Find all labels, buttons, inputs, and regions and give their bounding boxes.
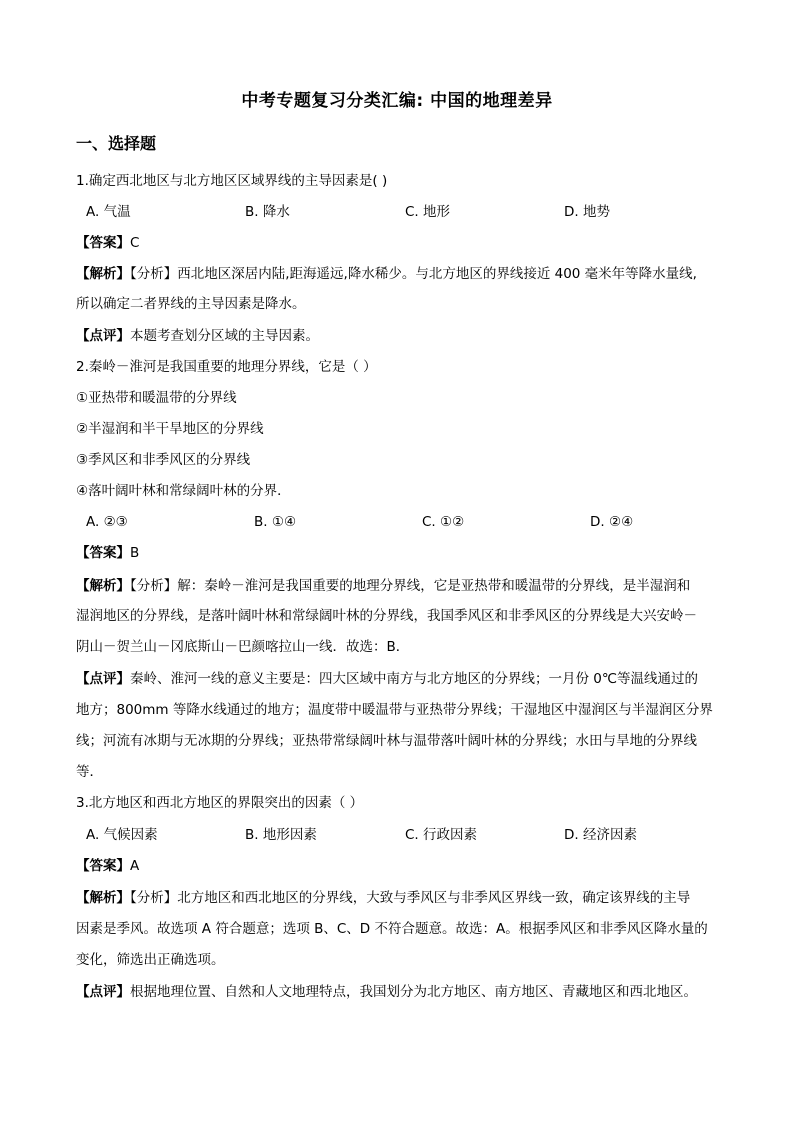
- analysis-text: 【分析】解：秦岭－淮河是我国重要的地理分界线，它是亚热带和暖温带的分界线，是半湿润和: [130, 578, 691, 594]
- question-3-analysis-line-1: [76, 888, 726, 908]
- analysis-label: 【解析】: [76, 266, 130, 282]
- question-1-option-c: C. 地形: [405, 204, 451, 220]
- question-3-options: [86, 825, 726, 845]
- question-2-option-d: D. ②④: [590, 514, 634, 530]
- question-1-answer: [76, 233, 726, 253]
- question-1-stem: 1.确定西北地区与北方地区区域界线的主导因素是( ): [76, 173, 388, 189]
- answer-value: C: [130, 235, 140, 251]
- question-1-option-d: D. 地势: [564, 204, 610, 220]
- comment-label: 【点评】: [76, 671, 130, 687]
- question-2-item-3: ③季风区和非季风区的分界线: [76, 452, 251, 468]
- question-1-option-b: B. 降水: [245, 204, 290, 220]
- question-3-comment: [76, 982, 726, 1002]
- question-2-item-4: ④落叶阔叶林和常绿阔叶林的分界．: [76, 483, 291, 499]
- question-1-analysis-line-2: 所以确定二者界线的主导因素是降水。: [76, 296, 306, 312]
- question-1-analysis-line-1: [76, 264, 726, 284]
- question-1-option-a: A. 气温: [86, 204, 131, 220]
- question-3-stem: 3.北方地区和西北方地区的界限突出的因素（ ）: [76, 795, 364, 811]
- question-2-stem: 2.秦岭－淮河是我国重要的地理分界线，它是（ ）: [76, 359, 377, 375]
- question-3-answer: [76, 856, 726, 876]
- analysis-label: 【解析】: [76, 890, 130, 906]
- answer-label: 【答案】: [76, 545, 130, 561]
- question-2-comment-line-4: 等．: [76, 764, 103, 780]
- question-2-options: [86, 512, 726, 532]
- question-2-item-1: ①亚热带和暖温带的分界线: [76, 390, 237, 406]
- analysis-text: 【分析】西北地区深居内陆,距海遥远,降水稀少。与北方地区的界线接近 400 毫米年等降水量线,: [130, 266, 697, 282]
- question-2-analysis-line-3: 阴山－贺兰山－冈底斯山－巴颜喀拉山一线．故选：B．: [76, 639, 410, 655]
- analysis-label: 【解析】: [76, 578, 130, 594]
- comment-text: 根据地理位置、自然和人文地理特点，我国划分为北方地区、南方地区、青藏地区和西北地区。: [130, 984, 697, 1000]
- question-2-item-2: ②半湿润和半干旱地区的分界线: [76, 421, 264, 437]
- comment-label: 【点评】: [76, 328, 130, 344]
- question-3-option-a: A. 气候因素: [86, 827, 158, 843]
- comment-text: 本题考查划分区域的主导因素。: [130, 328, 319, 344]
- comment-text: 秦岭、淮河一线的意义主要是：四大区域中南方与北方地区的分界线；一月份 0℃等温线通过的: [130, 671, 699, 687]
- question-2-answer: [76, 543, 726, 563]
- question-2-analysis-line-1: [76, 576, 726, 596]
- comment-label: 【点评】: [76, 984, 130, 1000]
- question-3-option-d: D. 经济因素: [564, 827, 637, 843]
- answer-label: 【答案】: [76, 858, 130, 874]
- question-2-option-c: C. ①②: [422, 514, 465, 530]
- question-3-option-b: B. 地形因素: [245, 827, 317, 843]
- question-2-option-b: B. ①④: [254, 514, 297, 530]
- analysis-text: 【分析】北方地区和西北地区的分界线，大致与季风区与非季风区界线一致，确定该界线的主导: [130, 890, 691, 906]
- question-2-comment-line-1: [76, 669, 726, 689]
- question-1-options: [86, 202, 726, 222]
- answer-value: A: [130, 858, 140, 874]
- question-2-comment-line-3: 线；河流有冰期与无冰期的分界线；亚热带常绿阔叶林与温带落叶阔叶林的分界线；水田与旱地的分界线: [76, 733, 697, 749]
- question-3-analysis-line-3: 变化，筛选出正确选项。: [76, 952, 225, 968]
- answer-label: 【答案】: [76, 235, 130, 251]
- answer-value: B: [130, 545, 140, 561]
- section-heading: 一、选择题: [76, 134, 157, 153]
- question-3-analysis-line-2: 因素是季风。故选项 A 符合题意；选项 B、C、D 不符合题意。故选：A。根据季风区和非季风区降水量的: [76, 921, 708, 937]
- question-2-option-a: A. ②③: [86, 514, 128, 530]
- question-2-analysis-line-2: 湿润地区的分界线，是落叶阔叶林和常绿阔叶林的分界线，我国季风区和非季风区的分界线是大兴安岭－: [76, 608, 697, 624]
- question-2-comment-line-2: 地方；800mm 等降水线通过的地方；温度带中暖温带与亚热带分界线；干湿地区中湿润区与半湿润区分界: [76, 702, 713, 718]
- question-1-comment: [76, 326, 726, 346]
- question-3-option-c: C. 行政因素: [405, 827, 478, 843]
- document-title: 中考专题复习分类汇编: 中国的地理差异: [241, 91, 553, 111]
